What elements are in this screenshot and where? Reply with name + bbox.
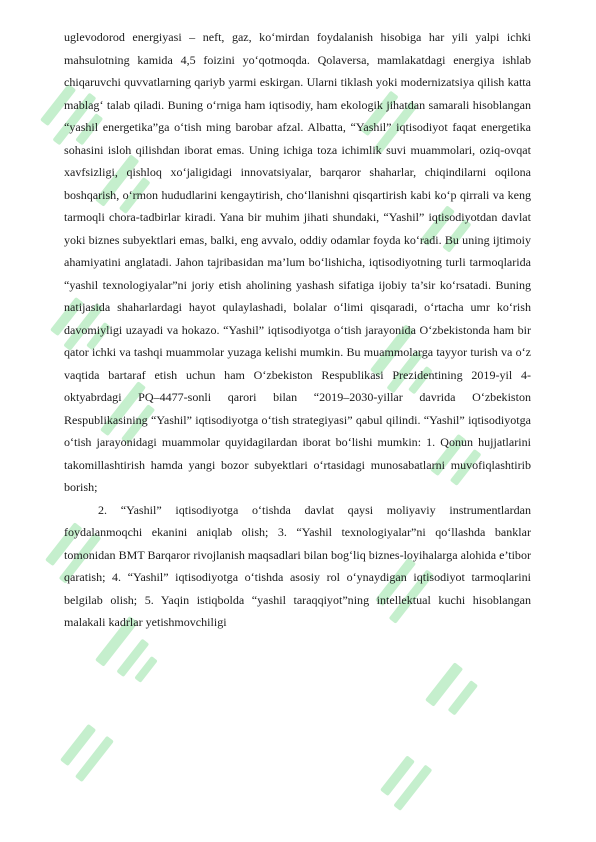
paragraph-1: uglevodorod energiyasi – neft, gaz, ko‘mirdan foydalanish hisobiga har yili yalpi ichki mahsulotning kamida 4,5 foizini yo‘qotmoqda. Qolaversa, mamlakatdagi energiya ishlab chiqaruvchi quvvatlarning qariyb yarmi eskirgan. Ularni tiklash yoki modernizatsiya qilish katta mablag‘ talab qiladi. Buning o‘rniga ham iqtisodiy, ham ekologik jihatdan samarali hisoblangan “yashil energetika”ga o‘tish ming barobar afzal. Albatta, “Yashil” iqtisodiyot faqat energetika sohasini isloh qilishdan iborat emas. Uning ichiga toza ichimlik suvi muammolari, oziq-ovqat xavfsizligi, qishloq xo‘jaligidagi innovatsiyalar, barqaror shaharlar, chiqindilarni oqilona boshqarish, o‘rmon hududlarini kengaytirish, cho‘llanishni qisqartirish kabi ko‘p qirrali va keng tarmoqli chora-tadbirlar kiradi. Yana bir muhim jihati shundaki, “Yashil” iqtisodiyotdan davlat yoki biznes subyektlari emas, balki, eng avvalo, oddiy odamlar foyda ko‘radi. Bu uning ijtimoiy ahamiyatini anglatadi. Jahon tajribasidan ma’lum bo‘lishicha, iqtisodiyotning turli tarmoqlarida “yashil texnologiyalar”ni joriy etish aholining yashash sifatiga ijobiy ta’sir ko‘rsatadi. Buning natijasida shaharlardagi hayot qulaylashadi, bolalar o‘limi qisqaradi, o‘rtacha umr ko‘rish davomiyligi uzayadi va hokazo. “Yashil” iqtisodiyotga o‘tish jarayonida O‘zbekistonda ham bir qator ichki va tashqi muammolar yuzaga kelishi mumkin. Bu muammolarga tayyor turish va o‘z vaqtida bartaraf etish uchun ham O‘zbekiston Respublikasi Prezidentining 2019-yil 4-oktyabrdagi PQ–4477-sonli qarori bilan “2019–2030-yillar davrida O‘zbekiston Respublikasining “Yashil” iqtisodiyotga o‘tish strategiyasi” qabul qilindi. “Yashil” iqtisodiyotga o‘tish jarayonidagi muammolar quyidagilardan iborat bo‘lishi mumkin: 1. Qonun hujjatlarini takomillashtirish hamda yangi bozor subyektlari o‘rtasidagi munosabatlarni muvofiqlashtirib borish; — [64, 30, 531, 494]
body-text — [64, 26, 531, 634]
paragraph-2: 2. “Yashil” iqtisodiyotga o‘tishda davlat qaysi moliyaviy instrumentlardan foydalanmoqchi ekanini aniqlab olish; 3. “Yashil texnologiyalar”ni qo‘llashda banklar tomonidan BMT Barqaror rivojlanish maqsadlari bilan bog‘liq biznes-loyihalarga alohida e’tibor qaratish; 4. “Yashil” iqtisodiyotga o‘tishda asosiy rol o‘ynaydigan iqtisodiyot tarmoqlarini belgilab olish; 5. Yaqin istiqbolda “yashil taraqqiyot”ning intellektual kuchi hisoblangan malakali kadrlar yetishmovchiligi — [64, 502, 531, 629]
